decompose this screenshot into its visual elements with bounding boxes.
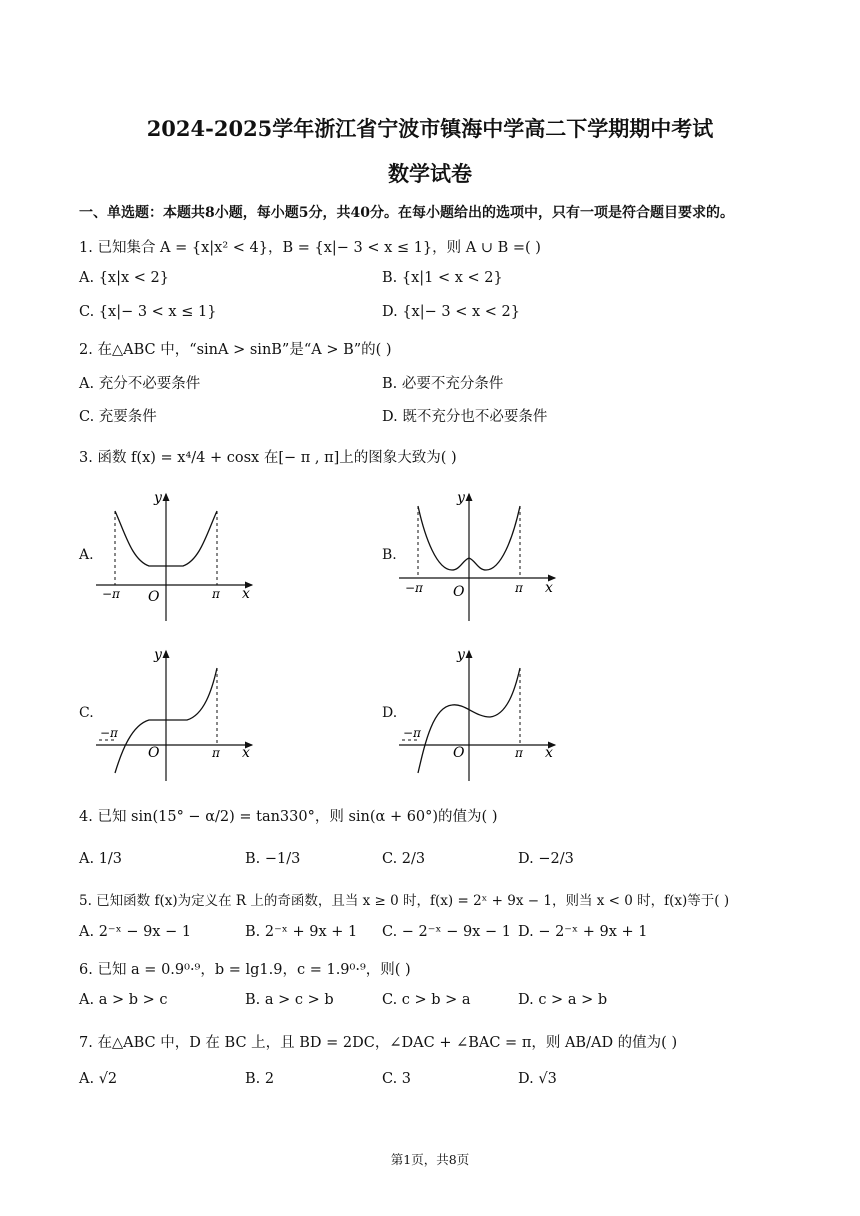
question-6-stem: 6. 已知 a = 0.9⁰·⁹，b = lg1.9，c = 1.9⁰·⁹，则( ) [79,962,411,978]
pi-label: π [212,746,220,760]
question-1-option-d: D. {x|− 3 < x < 2} [382,304,520,320]
question-4-option-d: D. −2/3 [518,851,574,867]
x-axis-label: x [242,745,250,761]
graph-option-c [94,645,264,783]
graph-option-b [397,488,567,623]
question-3-option-c-label: C. [79,705,94,721]
origin-label: O [453,584,465,600]
y-axis-label: y [154,490,162,506]
neg-pi-label: −π [405,581,423,595]
question-1-option-b: B. {x|1 < x < 2} [382,270,503,286]
question-1-stem: 1. 已知集合 A = {x|x² < 4}，B = {x|− 3 < x ≤ 1}，则 A ∪ B =( ) [79,240,541,256]
question-5-option-c: C. − 2⁻ˣ − 9x − 1 [382,924,511,940]
question-4-stem: 4. 已知 sin(15° − α/2) = tan330°，则 sin(α + 60°)的值为( ) [79,809,498,825]
y-axis-label: y [457,490,465,506]
question-5-stem: 5. 已知函数 f(x)为定义在 R 上的奇函数，且当 x ≥ 0 时，f(x) = 2ˣ + 9x − 1，则当 x < 0 时，f(x)等于( ) [79,893,730,909]
page-subtitle: 数学试卷 [388,161,472,186]
question-6-option-b: B. a > c > b [245,992,334,1008]
question-6-option-d: D. c > a > b [518,992,608,1008]
question-7-option-b: B. 2 [245,1071,275,1087]
pi-label: π [515,746,523,760]
question-2-option-b: B. 必要不充分条件 [382,376,504,392]
question-6-option-a: A. a > b > c [79,992,168,1008]
question-1-option-a: A. {x|x < 2} [79,270,169,286]
question-2-stem: 2. 在△ABC 中，“sinA > sinB”是“A > B”的( ) [79,342,392,358]
origin-label: O [148,589,160,605]
graph-option-d [397,645,567,783]
question-7-option-c: C. 3 [382,1071,412,1087]
pi-label: π [212,587,220,601]
question-7-option-d: D. √3 [518,1071,557,1087]
question-2-option-c: C. 充要条件 [79,409,157,425]
neg-pi-label: −π [102,587,120,601]
question-6-option-c: C. c > b > a [382,992,471,1008]
question-3-option-b-label: B. [382,547,397,563]
page-title: 2024-2025学年浙江省宁波市镇海中学高二下学期期中考试 [146,116,714,141]
question-5-option-a: A. 2⁻ˣ − 9x − 1 [79,924,192,940]
section-heading: 一、单选题：本题共8小题，每小题5分，共40分。在每小题给出的选项中，只有一项是符合题目要求的。 [79,205,734,221]
y-axis-label: y [457,647,465,663]
question-1-option-c: C. {x|− 3 < x ≤ 1} [79,304,217,320]
pi-label: π [515,581,523,595]
page-footer: 第1页，共8页 [390,1152,470,1167]
question-3-stem: 3. 函数 f(x) = x⁴/4 + cosx 在[− π , π]上的图象大致为( ) [79,450,457,466]
question-3-option-a-label: A. [79,547,94,563]
origin-label: O [148,745,160,761]
question-3-option-d-label: D. [382,705,398,721]
question-7-stem: 7. 在△ABC 中，D 在 BC 上，且 BD = 2DC，∠DAC + ∠BAC = π，则 AB/AD 的值为( ) [79,1035,678,1051]
question-4-option-b: B. −1/3 [245,851,301,867]
origin-label: O [453,745,465,761]
graph-option-a [94,488,264,623]
x-axis-label: x [545,580,553,596]
y-axis-label: y [154,647,162,663]
question-5-option-b: B. 2⁻ˣ + 9x + 1 [245,924,358,940]
question-2-option-d: D. 既不充分也不必要条件 [382,409,548,425]
question-2-option-a: A. 充分不必要条件 [79,376,201,392]
x-axis-label: x [242,586,250,602]
x-axis-label: x [545,745,553,761]
neg-pi-label: −π [100,726,118,740]
question-4-option-c: C. 2/3 [382,851,426,867]
question-5-option-d: D. − 2⁻ˣ + 9x + 1 [518,924,648,940]
question-7-option-a: A. √2 [79,1071,118,1087]
question-4-option-a: A. 1/3 [79,851,123,867]
neg-pi-label: −π [403,726,421,740]
